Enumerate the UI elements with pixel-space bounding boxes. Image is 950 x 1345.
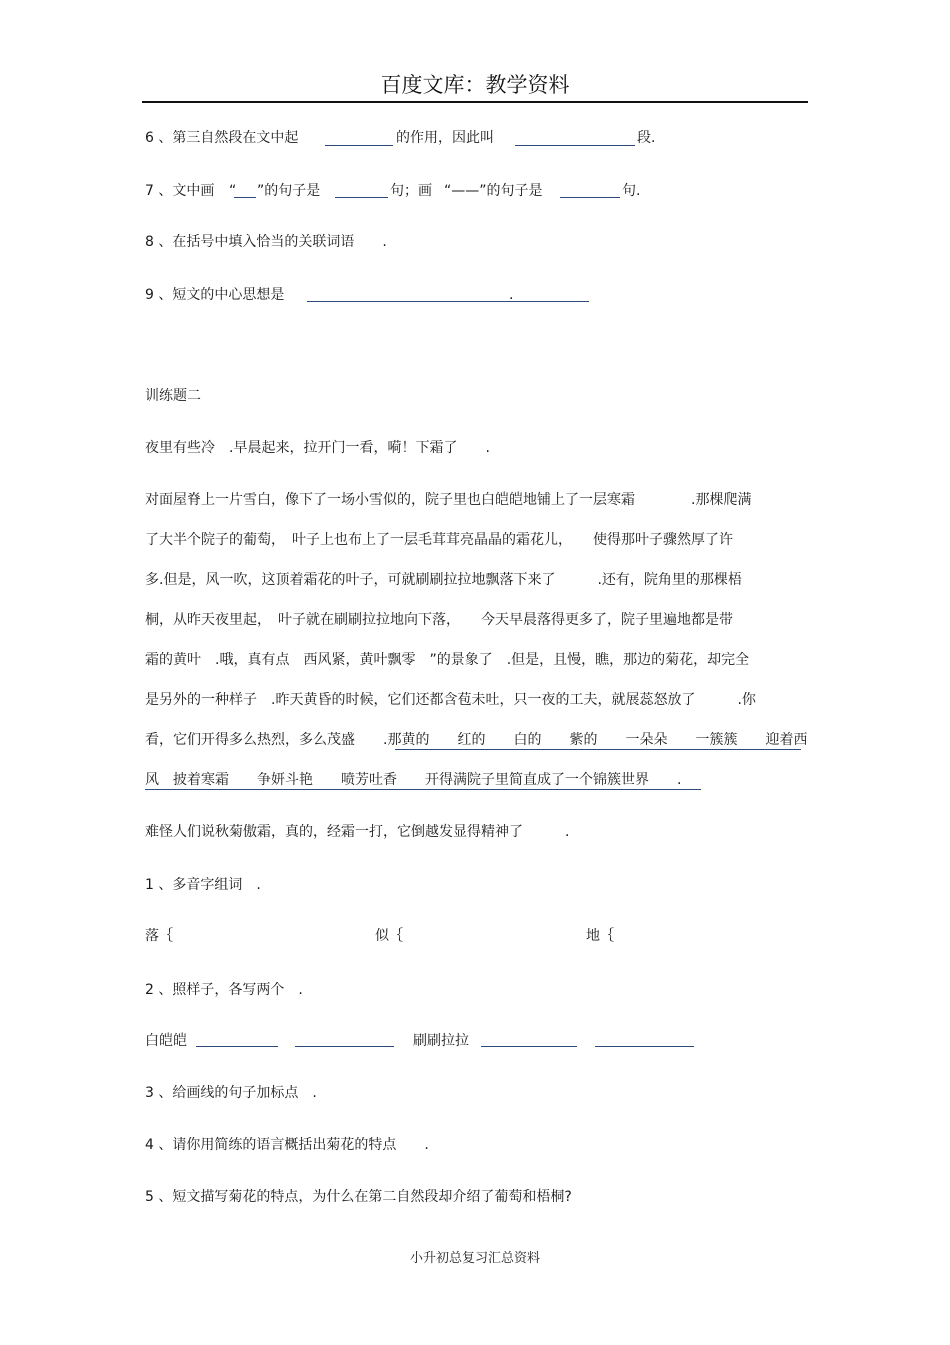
question-6 [145, 128, 298, 148]
q7-text-a: 7 、文中画 [145, 183, 215, 199]
question-1: 1 、多音字组词 . [145, 877, 261, 893]
passage-paragraph-1: 夜里有些冷 .早晨起来，拉开门一看，嗬！下霜了 . [145, 440, 490, 456]
passage-line-4: 桐，从昨天夜里起， 叶子就在刷刷拉拉地向下落， 今天早晨落得更多了，院子里遍地都是带 [145, 612, 733, 628]
q9-text-b: . [509, 287, 514, 303]
q6-text-c: 段. [637, 130, 656, 146]
q6-blank-1[interactable] [325, 145, 393, 146]
question-2: 2 、照样子，各写两个 . [145, 982, 303, 998]
question-8: 8 、在括号中填入恰当的关联词语 . [145, 234, 387, 250]
passage-line-8: 风 披着寒霜 争妍斗艳 喷芳吐香 开得满院子里简直成了一个锦簇世界 . [145, 772, 682, 788]
q6-text-a: 6 、第三自然段在文中起 [145, 130, 299, 146]
passage-line-5: 霜的黄叶 .哦，真有点 西风紧，黄叶飘零 ”的景象了 .但是，且慢，瞧，那边的菊花，却完全 [145, 652, 750, 668]
q7-text-c: ”的句子是 [257, 183, 321, 199]
question-4: 4 、请你用简练的语言概括出菊花的特点 . [145, 1137, 429, 1153]
passage-line-7: 看，它们开得多么热烈，多么茂盛 .那黄的 红的 白的 紫的 一朵朵 一簇簇 迎着西 [145, 732, 808, 748]
header-rule [142, 101, 808, 103]
q2-blank-2[interactable] [295, 1046, 394, 1047]
q7-text-d: 句；画 [390, 183, 432, 199]
q2-example-2: 刷刷拉拉 [413, 1033, 469, 1049]
q7-quote-open: “ [229, 183, 237, 199]
q9-text-a: 9 、短文的中心思想是 [145, 287, 285, 303]
passage-last-paragraph: 难怪人们说秋菊傲霜，真的，经霜一打，它倒越发显得精神了 . [145, 824, 570, 840]
q7-text-e: “——”的句子是 [444, 183, 543, 199]
passage-line-1: 对面屋脊上一片雪白，像下了一场小雪似的，院子里也白皑皑地铺上了一层寒霜 .那棵爬满 [145, 492, 752, 508]
page-header-title: 百度文库：教学资料 [380, 73, 570, 97]
passage-line-3: 多.但是，风一吹，这顶着霜花的叶子，可就刷刷拉拉地飘落下来了 .还有，院角里的那棵梧 [145, 572, 742, 588]
q9-blank[interactable] [307, 301, 589, 302]
underlined-sentence-line-2 [145, 789, 701, 790]
q6-text-b: 的作用，因此叫 [396, 130, 494, 146]
q7-sample-underline [234, 197, 256, 198]
q7-blank-1[interactable] [335, 197, 388, 198]
polyphone-char-1: 落｛ [145, 928, 173, 944]
question-3: 3 、给画线的句子加标点 . [145, 1085, 317, 1101]
q2-blank-4[interactable] [595, 1046, 694, 1047]
underlined-sentence-line-1 [395, 749, 801, 750]
passage-line-2: 了大半个院子的葡萄， 叶子上也布上了一层毛茸茸亮晶晶的霜花儿， 使得那叶子骤然厚了许 [145, 532, 733, 548]
q7-blank-2[interactable] [560, 197, 620, 198]
passage-line-6: 是另外的一种样子 .昨天黄昏的时候，它们还都含苞未吐，只一夜的工夫，就展蕊怒放了 .你 [145, 692, 756, 708]
q6-blank-2[interactable] [515, 145, 635, 146]
polyphone-char-3: 地｛ [586, 928, 614, 944]
polyphone-char-2: 似｛ [375, 928, 403, 944]
question-5: 5 、短文描写菊花的特点，为什么在第二自然段却介绍了葡萄和梧桐? [145, 1189, 572, 1205]
q2-blank-3[interactable] [481, 1046, 577, 1047]
q2-blank-1[interactable] [196, 1046, 278, 1047]
q2-example-1: 白皑皑 [145, 1033, 187, 1049]
q7-text-f: 句. [622, 183, 641, 199]
page-footer: 小升初总复习汇总资料 [409, 1251, 540, 1266]
section-2-title: 训练题二 [145, 388, 201, 404]
